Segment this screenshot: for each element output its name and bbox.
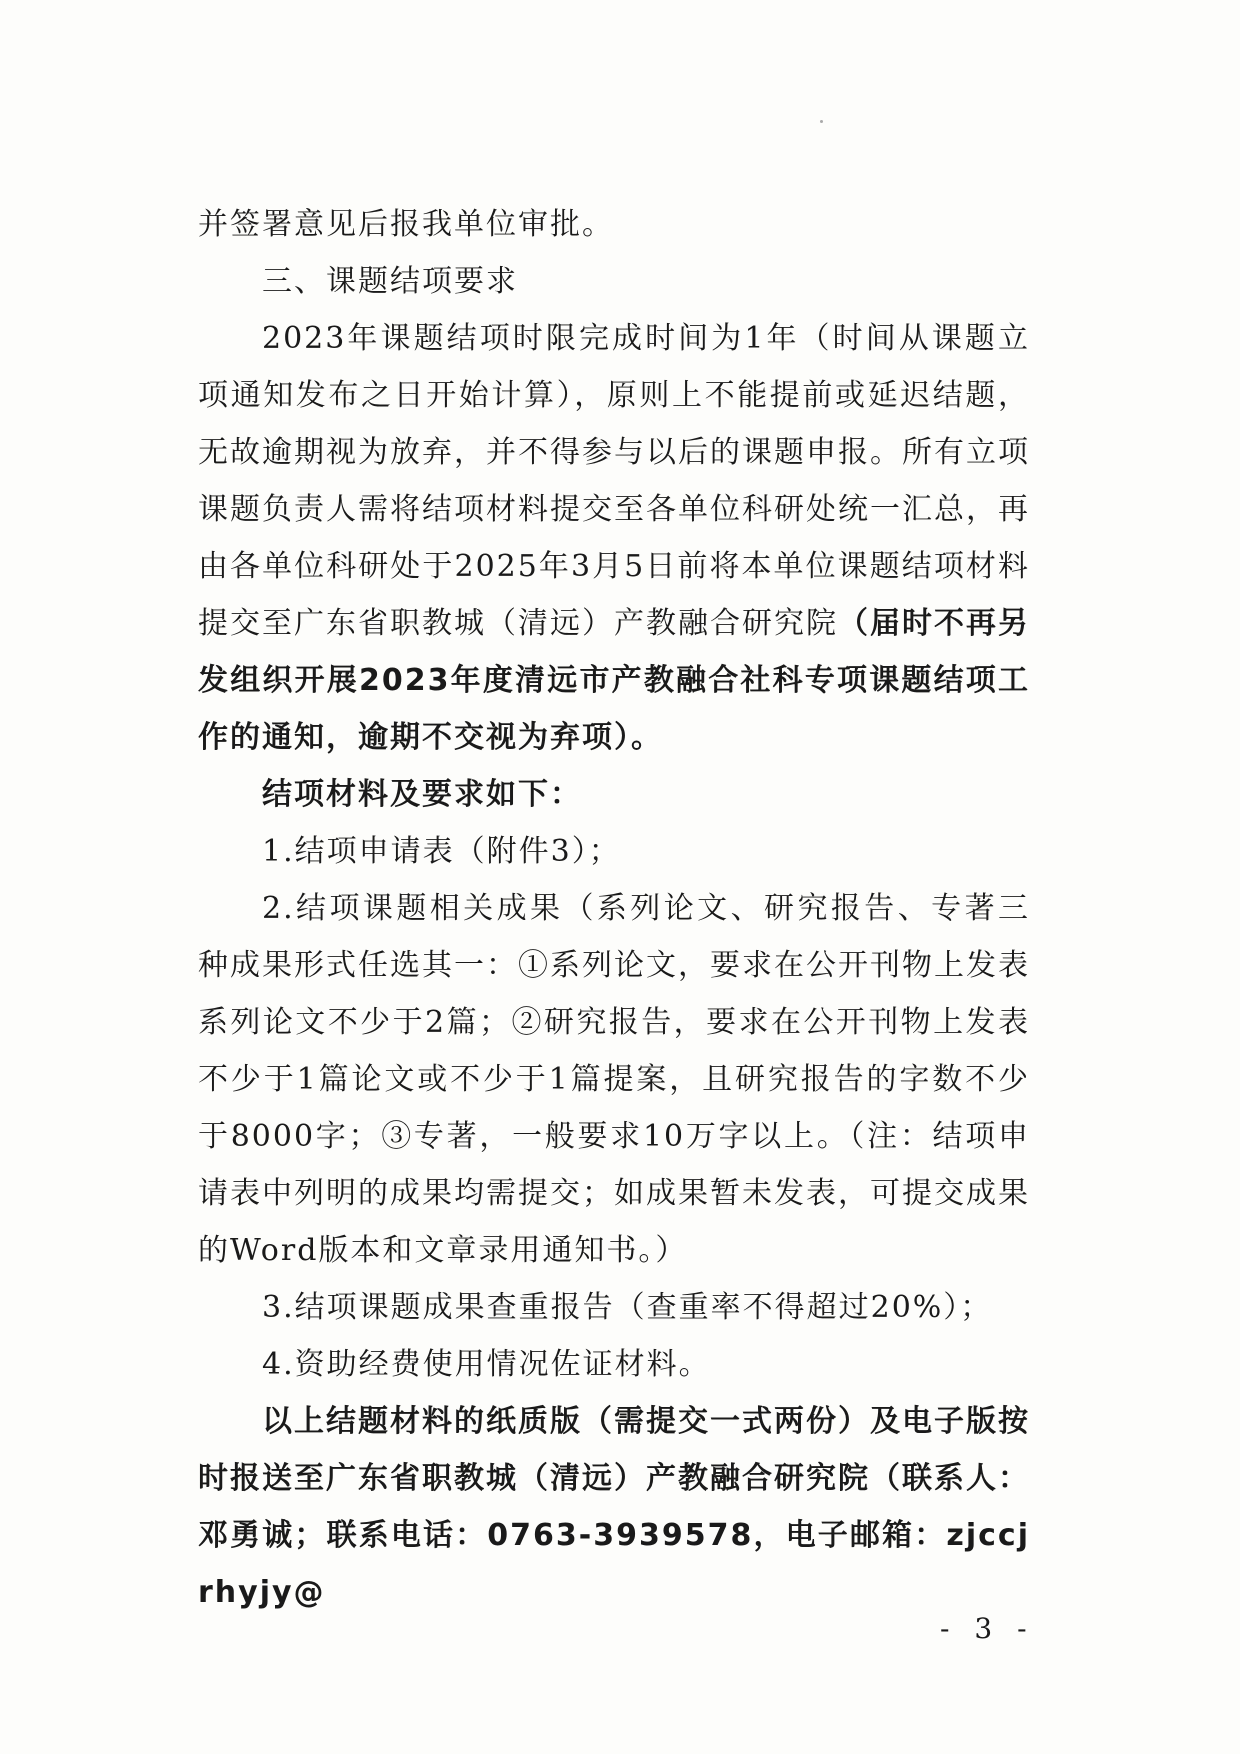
submission-contact-paragraph: 以上结题材料的纸质版（需提交一式两份）及电子版按时报送至广东省职教城（清远）产教融合研究院（联系人：邓勇诚；联系电话：0763-3939578，电子邮箱：zjccjrhyjy@: [198, 1404, 1030, 1610]
body-text: [198, 196, 1030, 1621]
materials-heading: 结项材料及要求如下：: [262, 777, 582, 812]
material-item-3: 3.结项课题成果查重报告（查重率不得超过20%）；: [262, 1290, 993, 1325]
scan-speck: [820, 120, 823, 123]
deadline-note-bold: （届时不再另发组织开展2023年度清远市产教融合社科专项课题结项工作的通知，逾期不交视为弃项）。: [198, 606, 1030, 755]
paragraph-continuation: 并签署意见后报我单位审批。: [198, 207, 614, 242]
deadline-text: 2023年课题结项时限完成时间为1年（时间从课题立项通知发布之日开始计算），原则上不能提前或延迟结题，无故逾期视为放弃，并不得参与以后的课题申报。所有立项课题负责人需将结项材料提交至各单位科研处统一汇总，再由各单位科研处于2025年3月5日前将本单位课题结项材料提交至广东省职教城（清远）产教融合研究院: [198, 321, 1030, 641]
material-item-4: 4.资助经费使用情况佐证材料。: [262, 1347, 711, 1382]
material-item-2: 2.结项课题相关成果（系列论文、研究报告、专著三种成果形式任选其一：①系列论文，要求在公开刊物上发表系列论文不少于2篇；②研究报告，要求在公开刊物上发表不少于1篇论文或不少于1篇提案，且研究报告的字数不少于8000字；③专著，一般要求10万字以上。（注：结项申请表中列明的成果均需提交；如成果暂未发表，可提交成果的Word版本和文章录用通知书。）: [198, 891, 1030, 1268]
material-item-1: 1.结项申请表（附件3）；: [262, 834, 621, 869]
paragraph-completion-deadline: [198, 310, 1030, 766]
page-number: - 3 -: [940, 1612, 1035, 1645]
section-heading-3: 三、课题结项要求: [262, 264, 518, 299]
